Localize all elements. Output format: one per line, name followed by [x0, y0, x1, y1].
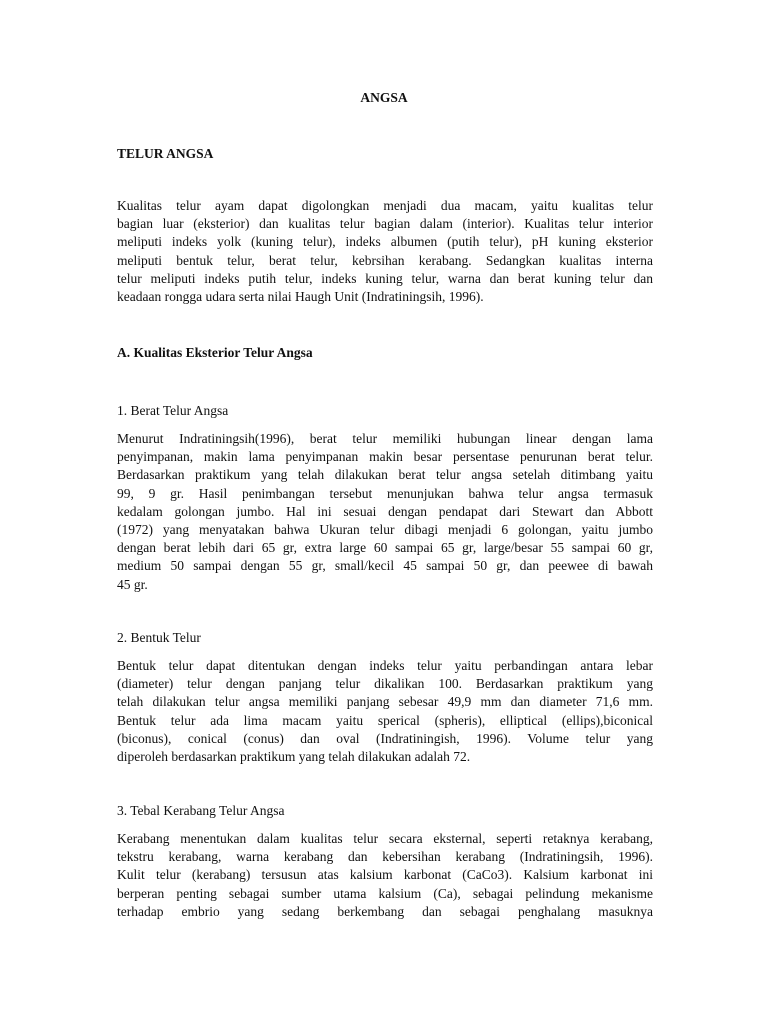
text-line: meliputi bentuk telur, berat telur, kebrsihan kerabang. Sedangkan kualitas interna [117, 252, 653, 268]
section-a-title: A. Kualitas Eksterior Telur Angsa [117, 345, 313, 360]
intro-paragraph [117, 197, 653, 306]
text-line: 99, 9 gr. Hasil penimbangan tersebut menunjukan bahwa telur angsa termasuk [117, 485, 653, 501]
text-line: diperoleh berdasarkan praktikum yang telah dilakukan adalah 72. [117, 749, 471, 765]
text-line: 45 gr. [117, 576, 148, 592]
subsection-2-title: 2. Bentuk Telur [117, 630, 201, 645]
text-line: medium 50 sampai dengan 55 gr, small/kecil 45 sampai 50 gr, dan peewee di bawah [117, 558, 653, 574]
text-line: tekstru kerabang, warna kerabang dan kebersihan kerabang (Indratiningsih, 1996). [117, 849, 653, 865]
text-line: meliputi indeks yolk (kuning telur), indeks albumen (putih telur), pH kuning eksterior [117, 234, 653, 250]
subsection-3-title: 3. Tebal Kerabang Telur Angsa [117, 803, 285, 818]
subsection-2-paragraph [117, 657, 653, 766]
text-line: Kerabang menentukan dalam kualitas telur secara eksternal, seperti retaknya kerabang, [117, 831, 653, 846]
text-line: Berdasarkan praktikum yang telah dilakukan berat telur angsa setelah ditimbang yaitu [117, 467, 653, 483]
text-line: Kualitas telur ayam dapat digolongkan menjadi dua macam, yaitu kualitas telur [117, 198, 653, 213]
text-line: Bentuk telur ada lima macam yaitu sperical (spheris), elliptical (ellips),biconical [117, 712, 653, 728]
subsection-3-paragraph [117, 830, 653, 921]
text-line: (diameter) telur dengan panjang telur dikalikan 100. Berdasarkan praktikum yang [117, 676, 653, 692]
document-title: ANGSA [360, 90, 408, 105]
text-line: Kulit telur (kerabang) tersusun atas kalsium karbonat (CaCo3). Kalsium karbonat ini [117, 867, 653, 883]
text-line: telah dilakukan telur angsa memiliki panjang sebesar 49,9 mm dan diameter 71,6 mm. [117, 694, 653, 710]
text-line: kedalam golongan jumbo. Hal ini sesuai dengan pendapat dari Stewart dan Abbott [117, 503, 653, 519]
text-line: (biconus), conical (conus) dan oval (Indratiningish, 1996). Volume telur yang [117, 730, 653, 746]
text-line: terhadap embrio yang sedang berkembang dan sebagai penghalang masuknya [117, 903, 653, 919]
text-line: bagian luar (eksterior) dan kualitas telur bagian dalam (interior). Kualitas telur interior [117, 216, 653, 232]
text-line: penyimpanan, makin lama penyimpanan makin besar persentase penurunan berat telur. [117, 449, 653, 465]
text-line: Menurut Indratiningsih(1996), berat telur memiliki hubungan linear dengan lama [117, 431, 653, 446]
text-line: berperan penting sebagai sumber utama kalsium (Ca), sebagai pelindung mekanisme [117, 885, 653, 901]
text-line: dengan berat lebih dari 65 gr, extra large 60 sampai 65 gr, large/besar 55 sampai 60 gr, [117, 540, 653, 556]
section-title-telur-angsa: TELUR ANGSA [117, 146, 214, 161]
text-line: keadaan rongga udara serta nilai Haugh Unit (Indratiningsih, 1996). [117, 289, 484, 305]
text-line: (1972) yang menyatakan bahwa Ukuran telur dibagi menjadi 6 golongan, yaitu jumbo [117, 522, 653, 538]
text-line: Bentuk telur dapat ditentukan dengan indeks telur yaitu perbandingan antara lebar [117, 658, 653, 673]
text-line: telur meliputi indeks putih telur, indeks kuning telur, warna dan berat kuning telur dan [117, 270, 653, 286]
subsection-1-paragraph [117, 430, 653, 594]
subsection-1-title: 1. Berat Telur Angsa [117, 403, 229, 418]
